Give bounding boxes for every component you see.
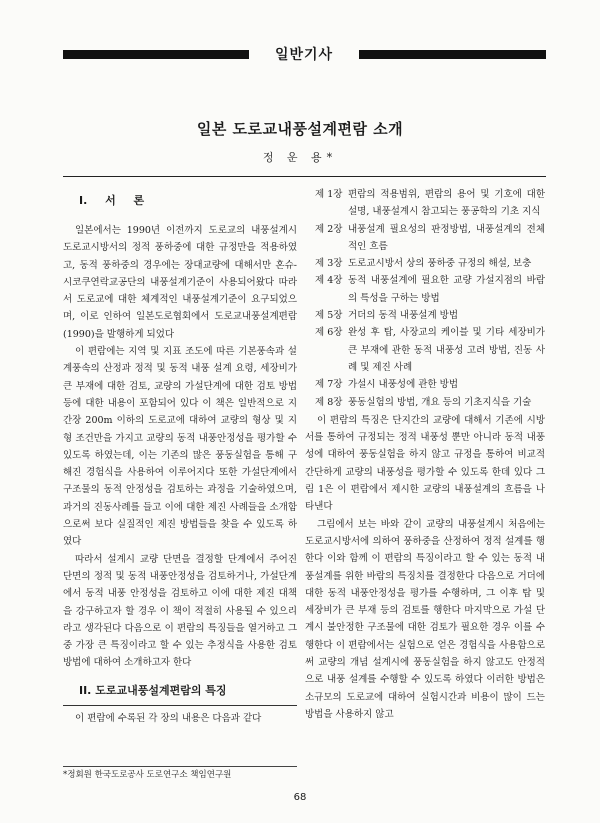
chapter-item — [305, 376, 545, 393]
chapter-number: 제 7장 — [315, 379, 343, 391]
author-footnote: *정회원 한국도로공사 도로연구소 책임연구원 — [63, 770, 232, 780]
section2-heading: II. 도로교내풍설계편람의 특징 — [79, 683, 227, 697]
paragraph: 따라서 설계시 교량 단면을 결정할 단계에서 주어진 단면의 정적 및 동적 내풍안정성을 검토하거나, 가설단계에서 동적 내풍 안정성을 검토하고 이에 대한 제진 대책을 강구하고자 할 경우 이 책이 적절히 사용될 수 있으리라고 생각된다 다음으로 이 편람의 특징들을 열거하고 그 중 가장 큰 특징이라고 할 수 있는 추정식을 사용한 검토방법에 대하여 소개하고자 한다 — [63, 553, 297, 669]
chapter-text: 동적 내풍설계에 필요한 교량 가설지점의 바람의 특성을 구하는 방법 — [348, 275, 545, 304]
left-column — [63, 186, 297, 727]
chapter-number: 제 1장 — [315, 189, 343, 200]
page-number: 68 — [293, 792, 307, 803]
chapter-text: 거더의 동적 내풍설계 방법 — [348, 310, 459, 322]
paragraph: 이 편람의 특징은 단지간의 교량에 대해서 기존에 시방서를 통하여 규정되는 정적 내풍성 뿐만 아니라 동적 내풍성에 대하여 풍동실험을 하지 않고 규정을 통하여 비교적 간단하게 교량의 내풍성을 평가할 수 있도록 한데 있다 그림 1은 이 편람에서 제시한 교량의 내풍설계의 흐름을 나타낸다 — [305, 414, 545, 513]
chapter-number: 제 2장 — [315, 223, 343, 235]
chapter-number: 제 8장 — [315, 396, 343, 408]
chapter-text: 완성 후 탑, 사장교의 케이블 및 기타 세장비가 큰 부재에 관한 동적 내풍성 고려 방법, 진동 사례 및 제진 사례 — [348, 327, 545, 373]
section-label: 일반기사 — [274, 47, 334, 63]
chapter-text: 편람의 적용범위, 편람의 용어 및 기호에 대한 설명, 내풍설계시 참고되는 풍공학의 기초 지식 — [348, 189, 545, 218]
title-rule — [63, 176, 546, 177]
chapter-text: 가설시 내풍성에 관한 방법 — [348, 379, 459, 391]
chapter-item — [305, 324, 545, 376]
header-bar-left — [63, 50, 249, 59]
paragraph: 일본에서는 1990년 이전까지 도로교의 내풍설계시 도로교시방서의 정적 풍하중에 대한 규정만을 적용하였고, 동적 풍하중의 경우에는 장대교량에 대해서만 혼슈-시코쿠연락교공단의 내풍설계기준이 사용되어왔다 따라서 도로교에 대한 체계적인 내풍설계기준이 요구되었으며, 이로 인하여 일본도로협회에서 도로교내풍설계편람(1990)을 발행하게 되었다 — [63, 225, 297, 340]
section2-intro: 이 편람에 수록된 각 장의 내용은 다음과 같다 — [75, 712, 262, 724]
chapter-text: 풍동실험의 방법, 개요 등의 기초지식을 기술 — [348, 396, 532, 408]
footnote-rule — [63, 766, 297, 767]
chapter-item — [305, 186, 545, 221]
paragraph: 그림에서 보는 바와 같이 교량의 내풍설계시 처음에는 도로교시방서에 의하여 풍하중을 산정하여 정적 설계를 행한다 이와 함께 이 편람의 특징이라고 할 수 있는 동적 내풍설계를 위한 바람의 특징치를 결정한다 다음으로 거더에 대한 동적 내풍안정성을 평가를 수행하며, 그 이후 탑 및 세장비가 큰 부재 등의 검토를 행한다 마지막으로 가설 단계시 불안정한 구조물에 대한 검토가 필요한 경우 이를 수행한다 이 편람에서는 실험으로 얻은 경험식을 사용함으로써 교량의 개념 설계시에 풍동실험을 하지 않고도 안정적으로 내풍 설계를 수행할 수 있도록 하였다 이러한 방법은 소규모의 도로교에 대하여 실험시간과 비용이 많이 드는 방법을 사용하지 않고 — [305, 518, 545, 720]
section1-heading: I. 서 론 — [79, 194, 145, 207]
section2-rule — [63, 705, 297, 706]
chapter-item — [305, 221, 545, 256]
author-name: 정 운 용* — [262, 151, 338, 164]
chapter-item — [305, 255, 545, 272]
chapter-number: 제 3장 — [315, 258, 343, 270]
right-column — [305, 186, 545, 723]
chapter-text: 도로교시방서 상의 풍하중 규정의 해설, 보충 — [348, 258, 532, 270]
paragraph: 이 편람에는 지역 및 지표 조도에 따른 기본풍속과 설계풍속의 산정과 정적 및 동적 내풍 설계 요령, 세장비가 큰 부재에 대한 검토, 교량의 가설단계에 대한 검토 방법 등에 대한 내용이 포함되어 있다 이 책은 일반적으로 지간장 200m 이하의 도로교에 대하여 교량의 형상 및 지형 조건만을 가지고 교량의 동적 내풍안정성을 평가할 수 있도록 하였는데, 이는 기존의 많은 풍동실험을 통해 구해진 경험식을 사용하여 이루어지다 또한 가설단계에서 구조물의 동적 안정성을 검토하는 과정을 기술하였으며, 과거의 진동사례를 들고 이에 대한 제진 사례들을 소개함으로써 보다 실질적인 제진 방법들을 찾을 수 있도록 하였다 — [63, 346, 297, 548]
chapter-item — [305, 272, 545, 307]
chapter-number: 제 5장 — [315, 310, 343, 322]
article-title: 일본 도로교내풍설계편람 소개 — [196, 120, 404, 138]
chapter-number: 제 4장 — [315, 275, 343, 287]
chapter-number: 제 6장 — [315, 327, 343, 339]
section-header-band — [63, 44, 546, 66]
chapter-item — [305, 307, 545, 324]
chapter-item — [305, 394, 545, 411]
header-bar-right — [359, 50, 546, 59]
chapter-text: 내풍설계 필요성의 판정방법, 내풍설계의 전체적인 흐름 — [348, 223, 545, 252]
